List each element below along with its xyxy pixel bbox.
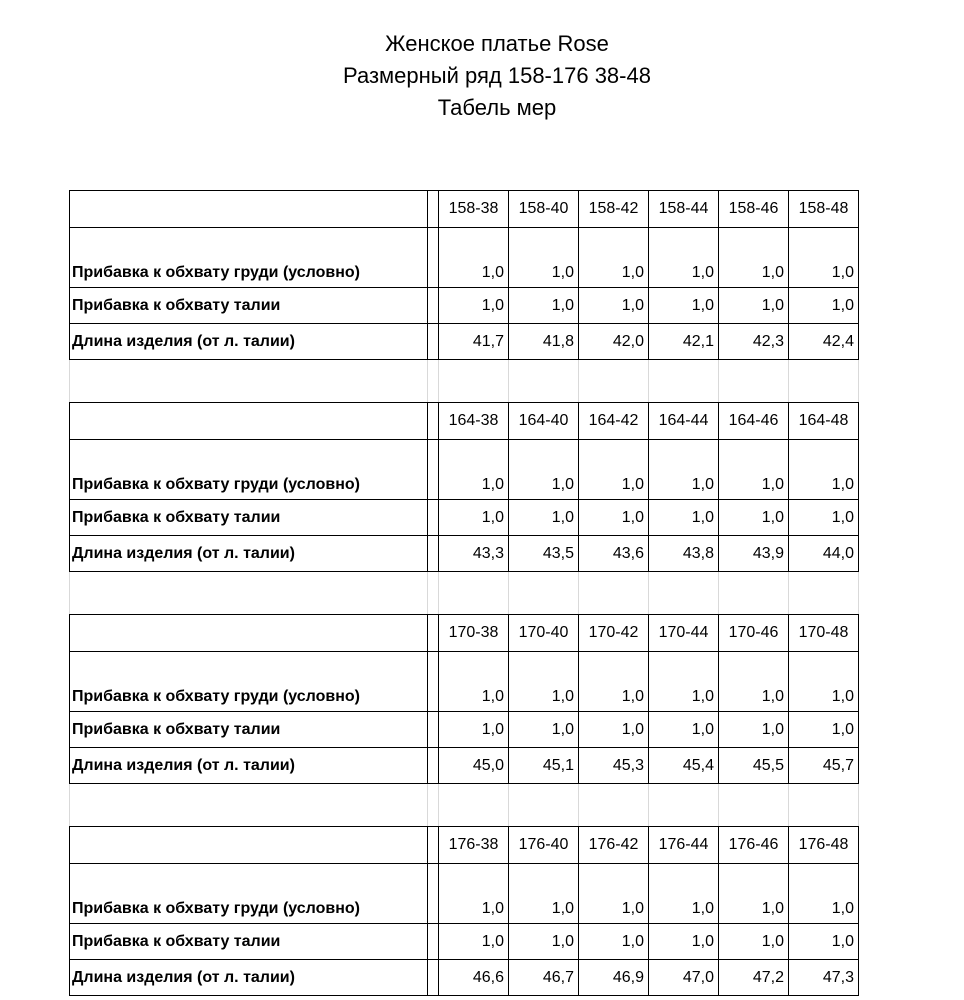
- empty-cell: [789, 360, 859, 403]
- value-cell: 45,7: [789, 748, 859, 784]
- value-cell: 1,0: [649, 288, 719, 324]
- value-cell: 1,0: [439, 712, 509, 748]
- value-cell: 1,0: [509, 440, 579, 500]
- value-cell: 45,3: [579, 748, 649, 784]
- waist-ease-row: [70, 288, 859, 324]
- separator-cell: [428, 403, 439, 440]
- value-cell: 1,0: [649, 652, 719, 712]
- size-header-cell: 164-38: [439, 403, 509, 440]
- empty-cell: [719, 572, 789, 615]
- separator-cell: [428, 440, 439, 500]
- row-label: Прибавка к обхвату груди (условно): [70, 864, 428, 924]
- value-cell: 42,1: [649, 324, 719, 360]
- value-cell: 1,0: [789, 652, 859, 712]
- value-cell: 1,0: [719, 288, 789, 324]
- value-cell: 1,0: [649, 712, 719, 748]
- value-cell: 1,0: [509, 652, 579, 712]
- row-label: Прибавка к обхвату талии: [70, 924, 428, 960]
- empty-cell: [439, 784, 509, 827]
- measurement-table-subtitle: Табель мер: [437, 95, 557, 120]
- separator-cell: [428, 536, 439, 572]
- size-header-cell: 176-38: [439, 827, 509, 864]
- value-cell: 1,0: [649, 864, 719, 924]
- waist-ease-row: [70, 500, 859, 536]
- empty-label-cell: [70, 403, 428, 440]
- size-header-cell: 164-46: [719, 403, 789, 440]
- size-header-cell: 170-40: [509, 615, 579, 652]
- size-header-cell: 158-44: [649, 191, 719, 228]
- empty-cell: [649, 784, 719, 827]
- group-spacer-row: [70, 572, 859, 615]
- value-cell: 43,6: [579, 536, 649, 572]
- empty-cell: [428, 360, 439, 403]
- size-header-row: [70, 403, 859, 440]
- value-cell: 1,0: [509, 924, 579, 960]
- garment-length-row: [70, 748, 859, 784]
- separator-cell: [428, 652, 439, 712]
- row-label: Прибавка к обхвату талии: [70, 500, 428, 536]
- row-label: Длина изделия (от л. талии): [70, 324, 428, 360]
- value-cell: 1,0: [719, 228, 789, 288]
- size-header-cell: 158-38: [439, 191, 509, 228]
- garment-length-row: [70, 960, 859, 996]
- value-cell: 1,0: [719, 440, 789, 500]
- value-cell: 1,0: [439, 440, 509, 500]
- value-cell: 47,2: [719, 960, 789, 996]
- size-header-cell: 176-48: [789, 827, 859, 864]
- separator-cell: [428, 228, 439, 288]
- value-cell: 1,0: [579, 712, 649, 748]
- value-cell: 1,0: [579, 228, 649, 288]
- value-cell: 45,1: [509, 748, 579, 784]
- value-cell: 1,0: [719, 500, 789, 536]
- value-cell: 47,3: [789, 960, 859, 996]
- empty-cell: [70, 360, 428, 403]
- value-cell: 43,5: [509, 536, 579, 572]
- value-cell: 1,0: [649, 500, 719, 536]
- separator-cell: [428, 500, 439, 536]
- size-header-row: [70, 827, 859, 864]
- row-label: Длина изделия (от л. талии): [70, 536, 428, 572]
- empty-cell: [719, 360, 789, 403]
- group-spacer-row: [70, 360, 859, 403]
- value-cell: 1,0: [439, 228, 509, 288]
- row-label: Прибавка к обхвату груди (условно): [70, 652, 428, 712]
- empty-cell: [509, 784, 579, 827]
- row-label: Длина изделия (от л. талии): [70, 960, 428, 996]
- value-cell: 1,0: [439, 652, 509, 712]
- empty-cell: [428, 572, 439, 615]
- value-cell: 1,0: [579, 864, 649, 924]
- size-header-cell: 176-42: [579, 827, 649, 864]
- separator-cell: [428, 748, 439, 784]
- row-label: Прибавка к обхвату груди (условно): [70, 228, 428, 288]
- size-header-cell: 158-40: [509, 191, 579, 228]
- value-cell: 1,0: [439, 864, 509, 924]
- empty-cell: [579, 572, 649, 615]
- document-header: [0, 28, 964, 124]
- chest-ease-row: [70, 864, 859, 924]
- value-cell: 43,3: [439, 536, 509, 572]
- empty-cell: [439, 360, 509, 403]
- value-cell: 43,8: [649, 536, 719, 572]
- value-cell: 1,0: [789, 864, 859, 924]
- row-label: Прибавка к обхвату талии: [70, 288, 428, 324]
- size-header-cell: 170-38: [439, 615, 509, 652]
- empty-cell: [70, 572, 428, 615]
- size-header-cell: 170-46: [719, 615, 789, 652]
- chest-ease-row: [70, 652, 859, 712]
- value-cell: 1,0: [579, 924, 649, 960]
- separator-cell: [428, 827, 439, 864]
- measurement-sheet: [69, 190, 859, 996]
- row-label: Прибавка к обхвату груди (условно): [70, 440, 428, 500]
- separator-cell: [428, 324, 439, 360]
- empty-cell: [428, 784, 439, 827]
- empty-cell: [789, 572, 859, 615]
- value-cell: 1,0: [509, 500, 579, 536]
- value-cell: 1,0: [789, 924, 859, 960]
- separator-cell: [428, 615, 439, 652]
- value-cell: 1,0: [579, 500, 649, 536]
- size-header-cell: 164-40: [509, 403, 579, 440]
- value-cell: 46,7: [509, 960, 579, 996]
- value-cell: 46,6: [439, 960, 509, 996]
- value-cell: 1,0: [649, 924, 719, 960]
- empty-cell: [70, 784, 428, 827]
- empty-label-cell: [70, 191, 428, 228]
- value-cell: 44,0: [789, 536, 859, 572]
- value-cell: 1,0: [439, 924, 509, 960]
- value-cell: 1,0: [579, 288, 649, 324]
- value-cell: 47,0: [649, 960, 719, 996]
- value-cell: 42,3: [719, 324, 789, 360]
- row-label: Длина изделия (от л. талии): [70, 748, 428, 784]
- value-cell: 1,0: [509, 228, 579, 288]
- value-cell: 1,0: [719, 712, 789, 748]
- value-cell: 1,0: [509, 864, 579, 924]
- value-cell: 1,0: [509, 288, 579, 324]
- value-cell: 1,0: [789, 228, 859, 288]
- size-header-row: [70, 615, 859, 652]
- size-header-cell: 176-40: [509, 827, 579, 864]
- chest-ease-row: [70, 228, 859, 288]
- empty-cell: [649, 572, 719, 615]
- empty-cell: [579, 784, 649, 827]
- separator-cell: [428, 191, 439, 228]
- document-title: Женское платье Rose: [385, 31, 609, 56]
- value-cell: 1,0: [789, 500, 859, 536]
- value-cell: 45,5: [719, 748, 789, 784]
- size-header-cell: 176-46: [719, 827, 789, 864]
- size-header-cell: 164-48: [789, 403, 859, 440]
- size-header-cell: 164-42: [579, 403, 649, 440]
- size-header-cell: 158-46: [719, 191, 789, 228]
- garment-length-row: [70, 536, 859, 572]
- waist-ease-row: [70, 924, 859, 960]
- empty-cell: [439, 572, 509, 615]
- empty-label-cell: [70, 615, 428, 652]
- value-cell: 1,0: [579, 652, 649, 712]
- value-cell: 1,0: [649, 440, 719, 500]
- value-cell: 1,0: [649, 228, 719, 288]
- chest-ease-row: [70, 440, 859, 500]
- value-cell: 1,0: [789, 288, 859, 324]
- size-header-cell: 176-44: [649, 827, 719, 864]
- value-cell: 1,0: [439, 500, 509, 536]
- size-range-subtitle: Размерный ряд 158-176 38-48: [343, 63, 651, 88]
- separator-cell: [428, 712, 439, 748]
- value-cell: 1,0: [719, 652, 789, 712]
- size-header-cell: 170-42: [579, 615, 649, 652]
- value-cell: 42,4: [789, 324, 859, 360]
- value-cell: 42,0: [579, 324, 649, 360]
- empty-cell: [579, 360, 649, 403]
- value-cell: 41,8: [509, 324, 579, 360]
- value-cell: 45,0: [439, 748, 509, 784]
- group-spacer-row: [70, 784, 859, 827]
- size-header-cell: 170-48: [789, 615, 859, 652]
- value-cell: 46,9: [579, 960, 649, 996]
- empty-cell: [719, 784, 789, 827]
- value-cell: 1,0: [579, 440, 649, 500]
- size-header-cell: 158-42: [579, 191, 649, 228]
- separator-cell: [428, 864, 439, 924]
- size-header-cell: 164-44: [649, 403, 719, 440]
- value-cell: 43,9: [719, 536, 789, 572]
- value-cell: 1,0: [789, 712, 859, 748]
- empty-cell: [649, 360, 719, 403]
- value-cell: 45,4: [649, 748, 719, 784]
- size-header-cell: 170-44: [649, 615, 719, 652]
- row-label: Прибавка к обхвату талии: [70, 712, 428, 748]
- waist-ease-row: [70, 712, 859, 748]
- garment-length-row: [70, 324, 859, 360]
- value-cell: 1,0: [719, 864, 789, 924]
- measurement-table: [69, 190, 859, 996]
- size-header-row: [70, 191, 859, 228]
- empty-cell: [789, 784, 859, 827]
- empty-label-cell: [70, 827, 428, 864]
- value-cell: 1,0: [719, 924, 789, 960]
- separator-cell: [428, 288, 439, 324]
- empty-cell: [509, 360, 579, 403]
- separator-cell: [428, 924, 439, 960]
- value-cell: 1,0: [439, 288, 509, 324]
- empty-cell: [509, 572, 579, 615]
- separator-cell: [428, 960, 439, 996]
- value-cell: 1,0: [509, 712, 579, 748]
- value-cell: 1,0: [789, 440, 859, 500]
- value-cell: 41,7: [439, 324, 509, 360]
- size-header-cell: 158-48: [789, 191, 859, 228]
